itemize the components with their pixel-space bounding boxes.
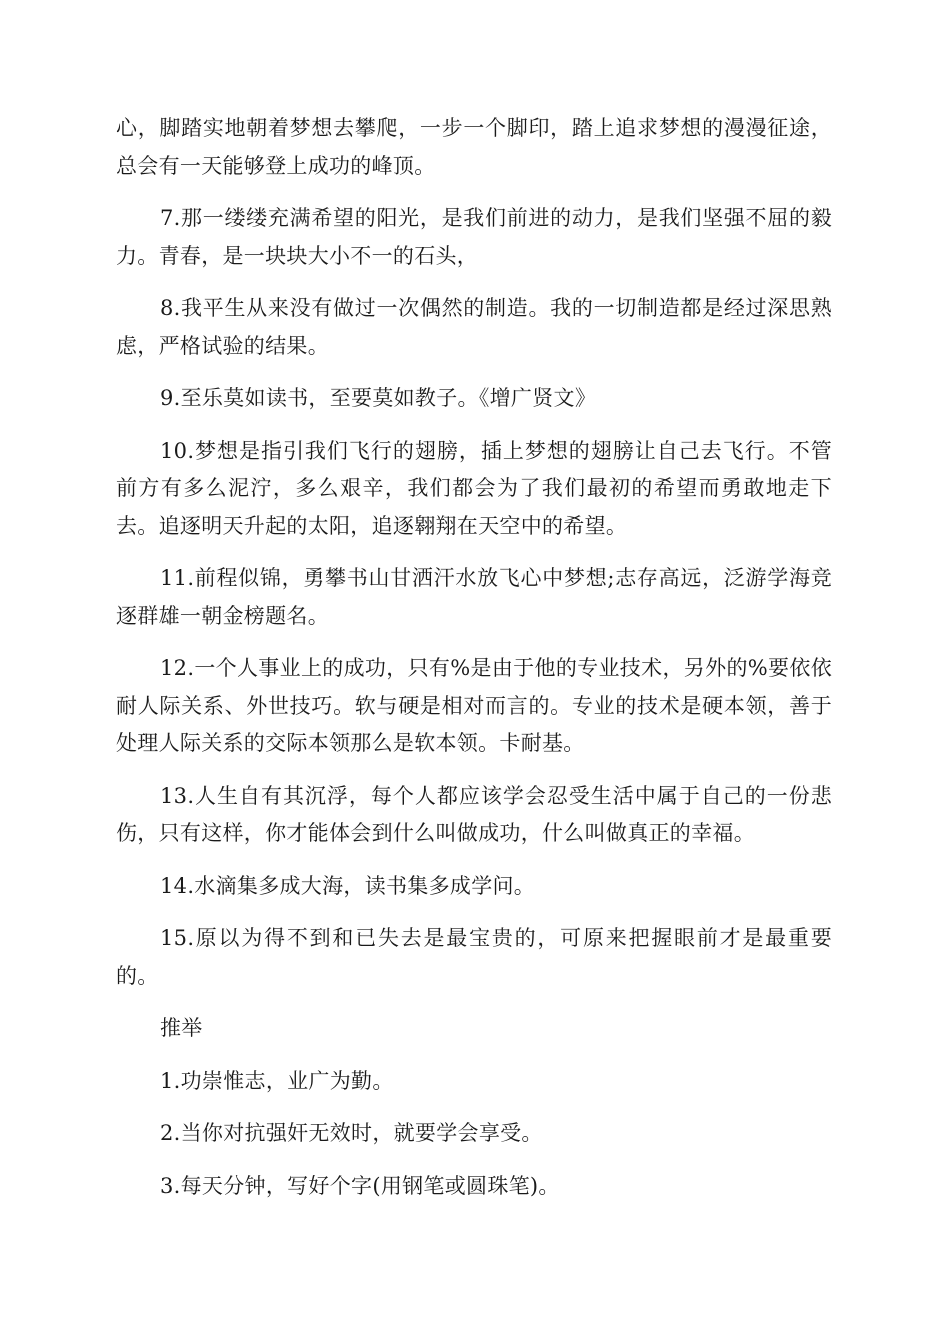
paragraph-quote-7: 7.那一缕缕充满希望的阳光，是我们前进的动力，是我们坚强不屈的毅力。青春，是一块块大小不一的石头， (116, 206, 832, 268)
paragraph-recommend-2: 2.当你对抗强奸无效时，就要学会享受。 (160, 1121, 543, 1145)
paragraph-recommend-1: 1.功崇惟志，业广为勤。 (160, 1068, 394, 1093)
paragraph-quote-11: 11.前程似锦，勇攀书山甘洒汗水放飞心中梦想;志存高远，泛游学海竞逐群雄一朝金榜题名。 (116, 566, 832, 628)
paragraph-quote-9: 9.至乐莫如读书，至要莫如教子。《增广贤文》 (160, 386, 597, 410)
section-heading-recommend: 推举 (160, 1016, 203, 1040)
paragraph-quote-10: 10.梦想是指引我们飞行的翅膀，插上梦想的翅膀让自己去飞行。不管前方有多么泥泞，多么艰辛，我们都会为了我们最初的希望而勇敢地走下去。追逐明天升起的太阳，追逐翱翔在天空中的希望。 (116, 438, 832, 538)
paragraph-quote-12: 12.一个人事业上的成功，只有%是由于他的专业技术，另外的%要依依耐人际关系、外世技巧。软与硬是相对而言的。专业的技术是硬本领，善于处理人际关系的交际本领那么是软本领。卡耐基。 (116, 656, 832, 755)
paragraph-continuation: 心，脚踏实地朝着梦想去攀爬，一步一个脚印，踏上追求梦想的漫漫征途，总会有一天能够登上成功的峰顶。 (116, 116, 832, 178)
paragraph-recommend-3: 3.每天分钟，写好个字(用钢笔或圆珠笔)。 (160, 1173, 560, 1198)
paragraph-quote-13: 13.人生自有其沉浮，每个人都应该学会忍受生活中属于自己的一份悲伤，只有这样，你才能体会到什么叫做成功，什么叫做真正的幸福。 (116, 783, 832, 845)
paragraph-quote-14: 14.水滴集多成大海，读书集多成学问。 (160, 873, 536, 898)
document-page (116, 110, 832, 1220)
paragraph-quote-8: 8.我平生从来没有做过一次偶然的制造。我的一切制造都是经过深思熟虑，严格试验的结果。 (116, 296, 832, 358)
paragraph-quote-15: 15.原以为得不到和已失去是最宝贵的，可原来把握眼前才是最重要的。 (116, 926, 832, 988)
